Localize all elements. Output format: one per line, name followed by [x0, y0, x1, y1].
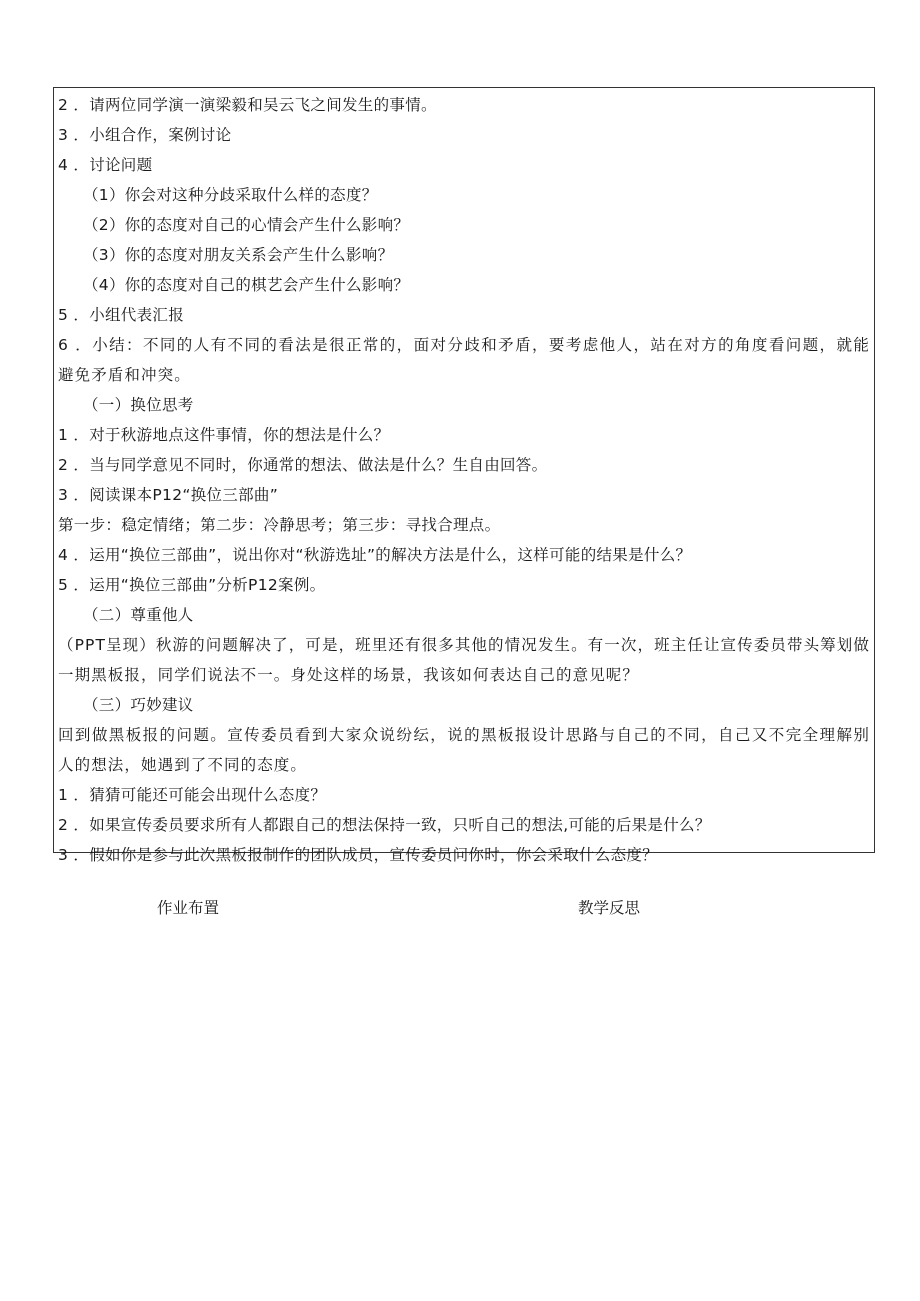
step-6-summary: 6 ．小结：不同的人有不同的看法是很正常的，面对分歧和矛盾，要考虑他人，站在对方的角度看问题，就能避免矛盾和冲突。 [58, 336, 870, 384]
section-3-heading: （三）巧妙建议 [83, 696, 194, 714]
reflection-label: 教学反思 [578, 899, 641, 917]
section-1-item-1: 1 ．对于秋游地点这件事情，你的想法是什么？ [58, 426, 390, 444]
section-2-scenario: （PPT呈现）秋游的问题解决了，可是，班里还有很多其他的情况发生。有一次，班主任让宣传委员带头筹划做一期黑板报，同学们说法不一。身处这样的场景，我该如何表达自己的意见呢？ [58, 636, 870, 684]
section-3-item-1: 1 ．猜猜可能还可能会出现什么态度？ [58, 786, 327, 804]
step-5-report: 5 ．小组代表汇报 [58, 306, 184, 324]
question-3: （3）你的态度对朋友关系会产生什么影响？ [83, 246, 394, 264]
section-2-heading: （二）尊重他人 [83, 606, 194, 624]
section-3-item-2: 2 ．如果宣传委员要求所有人都跟自己的想法保持一致，只听自己的想法,可能的后果是什么？ [58, 816, 711, 834]
section-1-item-5: 5 ．运用“换位三部曲”分析P12案例。 [58, 576, 326, 594]
step-4-discussion: 4 ．讨论问题 [58, 156, 153, 174]
section-1-heading: （一）换位思考 [83, 396, 194, 414]
homework-label: 作业布置 [157, 899, 220, 917]
section-1-item-4: 4 ．运用“换位三部曲”，说出你对“秋游选址”的解决方法是什么，这样可能的结果是什么？ [58, 546, 692, 564]
section-1-item-2: 2 ．当与同学意见不同时，你通常的想法、做法是什么？生自由回答。 [58, 456, 548, 474]
question-4: （4）你的态度对自己的棋艺会产生什么影响？ [83, 276, 410, 294]
three-steps: 第一步：稳定情绪；第二步：冷静思考；第三步：寻找合理点。 [58, 516, 501, 534]
question-2: （2）你的态度对自己的心情会产生什么影响？ [83, 216, 410, 234]
step-3-group-work: 3 ．小组合作，案例讨论 [58, 126, 232, 144]
lesson-content-box [53, 87, 875, 864]
section-1-item-3: 3 ．阅读课本P12“换位三部曲” [58, 486, 279, 504]
step-2-roleplay: 2 ．请两位同学演一演梁毅和吴云飞之间发生的事情。 [58, 96, 437, 114]
question-1: （1）你会对这种分歧采取什么样的态度？ [83, 186, 378, 204]
section-3-scenario: 回到做黑板报的问题。宣传委员看到大家众说纷纭，说的黑板报设计思路与自己的不同，自己又不完全理解别人的想法，她遇到了不同的态度。 [58, 726, 870, 774]
section-3-item-3: 3 ．假如你是参与此次黑板报制作的团队成员，宣传委员问你时，你会采取什么态度？ [58, 846, 658, 864]
